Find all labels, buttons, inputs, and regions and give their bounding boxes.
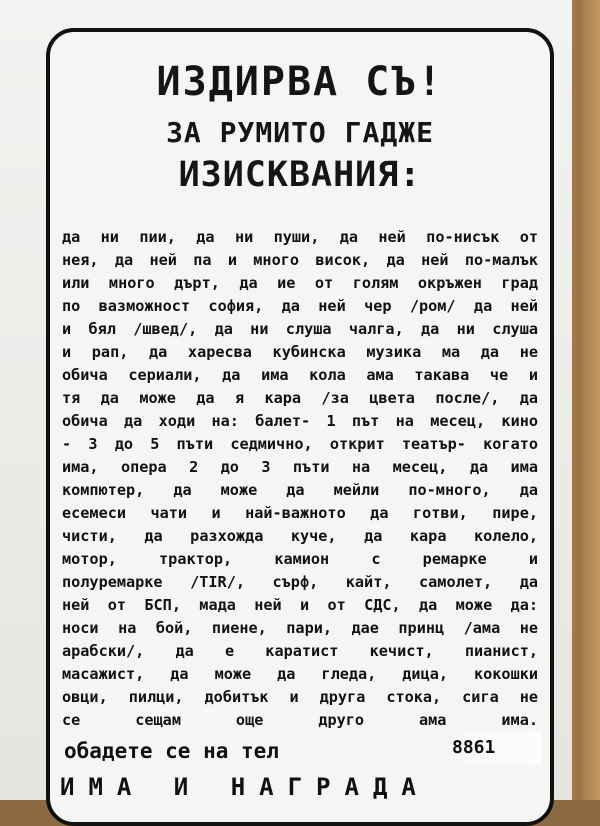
body-line: - 3 до 5 пъти седмично, открит театър- когато xyxy=(62,435,538,453)
poster-body xyxy=(62,226,538,732)
body-line: и рап, да харесва кубинска музика ма да не xyxy=(62,343,538,361)
phone-number: 8861 xyxy=(452,731,542,765)
body-line: арабски/, да е каратист кечист, пианист, xyxy=(62,642,538,660)
body-line: нея, да ней па и много висок, да ней по-малък xyxy=(62,251,538,269)
body-line: чисти, да разхожда куче, да кара колело, xyxy=(62,527,538,545)
body-line: компютер, да може да мейли по-много, да xyxy=(62,481,538,499)
body-line: по вазможност софия, да ней чер /ром/ да ней xyxy=(62,297,538,315)
headline-requirements: ИЗИСКВАНИЯ: xyxy=(178,155,422,195)
body-line: овци, пилци, добитък и друга стока, сига не xyxy=(62,688,538,706)
body-line: или много дърт, да ие от голям окръжен град xyxy=(62,274,538,292)
body-line: тя да може да я кара /за цвета после/, да xyxy=(62,389,538,407)
reward-line: ИМА И НАГРАДА xyxy=(60,773,430,801)
body-line: обича да ходи на: балет- 1 път на месец, кино xyxy=(62,412,538,430)
body-line: носи на бой, пиене, пари, дае принц /ама не xyxy=(62,619,538,637)
body-line: обича сериали, да има кола ама такава че и xyxy=(62,366,538,384)
body-line: има, опера 2 до 3 пъти на месец, да има xyxy=(62,458,538,476)
body-line: ней от БСП, мада ней и от СДС, да може да: xyxy=(62,596,538,614)
body-line: мотор, трактор, камион с ремарке и xyxy=(62,550,538,568)
headline-missing: ИЗДИРВА СЪ! xyxy=(156,59,444,105)
body-line: полуремарке /TIR/, сърф, кайт, самолет, да xyxy=(62,573,538,591)
body-line: есемеси чати и най-важното да готви, пире, xyxy=(62,504,538,522)
body-line: и бял /швед/, да ни слуша чалга, да ни слуша xyxy=(62,320,538,338)
headline-girlfriend: ЗА РУМИТО ГАДЖЕ xyxy=(166,116,434,149)
poster-frame xyxy=(46,28,554,826)
body-line: да ни пии, да ни пуши, да ней по-нисък от xyxy=(62,228,538,246)
contact-line: обадете се на тел xyxy=(64,739,279,763)
body-line: масажист, да може да гледа, дица, кокошки xyxy=(62,665,538,683)
body-line: се сещам още друго ама има. xyxy=(62,711,538,729)
